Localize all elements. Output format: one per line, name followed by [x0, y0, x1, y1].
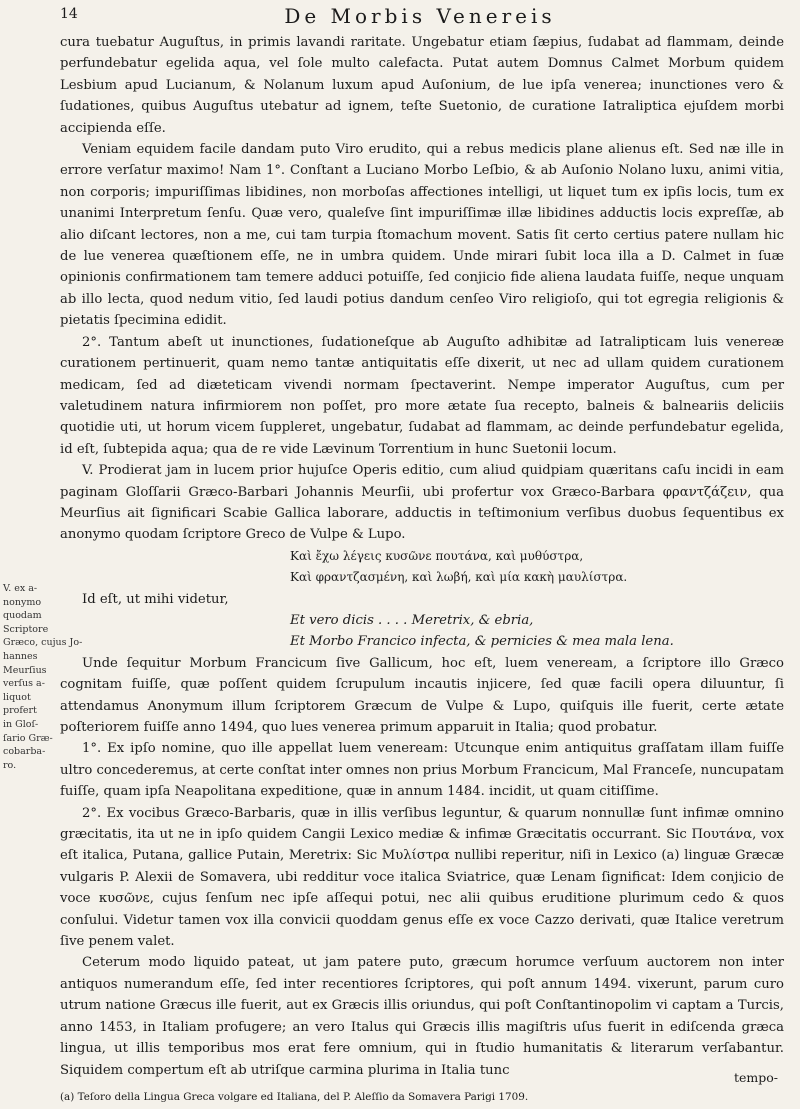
- paragraph: 1°. Ex ipſo nomine, quo ille appellat luem veneream: Utcunque enim antiquitus graſſatam illam fuiſſe ultro concederemus, at certe conſtat inter omnes non prius Morbum Francicum, Mal Franceſe, nuncupatam fuiſſe, quam ipſa Neapolitana expeditione, quæ in annum 1484. incidit, ut quam citiſſime.: [60, 741, 784, 800]
- catchword: tempo-: [733, 1070, 778, 1085]
- margin-note-line: quodam: [3, 610, 42, 622]
- running-title: De Morbis Venereis: [284, 4, 556, 28]
- greek-verse: Καὶ ἔχω λέγεις κυσῶνε πουτάνα, καὶ μυθύστρα,: [290, 548, 584, 563]
- page-number: 14: [60, 6, 78, 22]
- margin-note-line: hannes: [3, 650, 38, 662]
- paragraph: Id eſt, ut mihi videtur,: [82, 591, 229, 607]
- paragraph: Unde ſequitur Morbum Francicum ſive Gallicum, hoc eſt, luem veneream, a ſcriptore illo Græco cognitam fuiſſe, quæ poſſent quidem ſcrupulum incautis injicere, ſed quæ facili opera diluuntur, ſi attendamus Anonymum illum ſcriptorem Græcum de Vulpe & Lupo, quiſquis ille fuerit, certe ætate poſteriorem fuiſſe anno 1494, quo lues venerea primum apparuit in Italia; quod probatur.: [60, 655, 784, 735]
- translated-verse: Et Morbo Francico infecta, & pernicies & mea mala lena.: [290, 634, 674, 650]
- margin-note-line: Meurſius: [3, 664, 47, 676]
- margin-note-line: verſus a-: [3, 678, 45, 690]
- paragraph: 2°. Tantum abeſt ut inunctiones, ſudationeſque ab Auguſto adhibitæ ad Iatralipticam luis venereæ curationem pertinuerit, quam nemo tantæ antiquitatis eſſe dixerit, ut nec ad ullam quidem curationem medicam, ſed ad diæteticam vivendi normam ſpectaverint. Nempe imperator Auguſtus, cum per valetudinem natura infirmiorem non poſſet, pro more ætate ſua recepto, balneis & balneariis deliciis quotidie uti, ut horum vicem ſuppleret, ungebatur, ſudabat ad flammam, ac deinde perfundebatur egelida, id eſt, ſubtepida aqua; qua de re vide Lævinum Torrentium in hunc Suetonii locum.: [60, 334, 784, 457]
- margin-note-line: in Gloſ-: [3, 718, 39, 730]
- margin-note-line: ſario Græ-: [3, 732, 53, 744]
- margin-note-line: profert: [3, 705, 37, 717]
- margin-note: [3, 582, 83, 772]
- footnote: (a) Teſoro della Lingua Greca volgare ed Italiana, del P. Aleſſio da Somavera Parigi 1709.: [60, 1091, 529, 1103]
- greek-verse: Καὶ φραντζασμένη, καὶ λωβή, καὶ μία κακὴ μαυλίστρα.: [290, 570, 628, 585]
- margin-note-line: nonymo: [3, 596, 42, 608]
- margin-note-line: ro.: [3, 759, 17, 771]
- translated-verse: Et vero dicis . . . . Meretrix, & ebria,: [290, 612, 534, 628]
- margin-note-line: V. ex a-: [3, 583, 38, 594]
- margin-note-line: Græco, cujus Jo-: [3, 637, 83, 649]
- paragraph: Veniam equidem facile dandam puto Viro erudito, qui a rebus medicis plane alienus eſt. Sed næ ille in errore verſatur maximo! Nam 1°. Conſtant a Luciano Morbo Leſbio, & ab Auſonio Nolano luxu, animi vitia, non corporis; impuriſſimas libidines, non morboſas affectiones intelligi, ut liquet tum ex ipſis locis, tum ex unanimi Interpretum ſenſu. Quæ vero, qualeſve ſint impuriſſimæ illæ libidines adductis locis expreſſæ, ab alio diſcant lectores, non a me, cui tam turpia ſtomachum movent. Satis ſit certo certius patere nullam hic de lue venerea quæſtionem eſſe, ne in umbra quidem. Unde mirari ſubit loca illa a D. Calmet in ſuæ opinionis confirmationem tam temere adduci potuiſſe, ſed conjicio fide aliena laudata fuiſſe, neque unquam ab illo lecta, quod nedum vitio, ſed laudi potius dandum cenſeo Viro religioſo, qui tot egregia religionis & pietatis ſpecimina edidit.: [60, 142, 784, 329]
- paragraph: V. Prodierat jam in lucem prior hujuſce Operis editio, cum aliud quidpiam quæritans caſu incidi in eam paginam Gloſſarii Græco-Barbari Johannis Meurſii, ubi profertur vox Græco-Barbara φραντζάζειν, qua Meurſius ait ſignificari Scabie Gallica laborare, adductis in teſtimonium verſibus duobus ſequentibus ex anonymo quodam ſcriptore Greco de Vulpe & Lupo.: [60, 463, 784, 543]
- body-text: [60, 32, 784, 1081]
- margin-note-line: Scriptore: [3, 623, 49, 635]
- paragraph: 2°. Ex vocibus Græco-Barbaris, quæ in illis verſibus leguntur, & quarum nonnullæ ſunt infimæ omnino græcitatis, ita ut ne in ipſo quidem Cangii Lexico mediæ & infimæ Græcitatis occurrant. Sic Πουτάνα, vox eſt italica, Putana, gallice Putain, Meretrix: Sic Μυλίστρα nullibi reperitur, niſi in Lexico (a) linguæ Græcæ vulgaris P. Alexii de Somavera, ubi redditur voce italica Sviatrice, quæ Lenam ſignificat: Idem conjicio de voce κυσῶνε, cujus ſenſum nec ipſe aſſequi potui, nec alii quibus eruditione plurimum cedo & quos conſului. Videtur tamen vox illa convicii quoddam genus eſſe ex voce Cazzo derivati, quæ Italice veretrum ſive penem valet.: [60, 805, 784, 950]
- page-header: [60, 4, 780, 30]
- margin-note-line: liquot: [3, 691, 31, 703]
- margin-note-line: cobarba-: [3, 746, 46, 758]
- paragraph: cura tuebatur Auguſtus, in primis lavandi raritate. Ungebatur etiam ſæpius, ſudabat ad flammam, deinde perfundebatur egelida aqua, vel ſole multo calefacta. Putat autem Domnus Calmet Morbum quidem Lesbium apud Lucianum, & Nolanum luxum apud Auſonium, de lue ipſa venerea; inunctiones vero & ſudationes, quibus Auguſtus utebatur ad ignem, teſte Suetonio, de curatione Iatraliptica ejuſdem morbi accipienda eſſe.: [60, 35, 784, 136]
- paragraph: Ceterum modo liquido pateat, ut jam patere puto, græcum horumce verſuum auctorem non inter antiquos numerandum eſſe, ſed inter recentiores ſcriptores, qui poſt annum 1494. vixerunt, parum curo utrum natione Græcus ille fuerit, aut ex Græcis illis oriundus, qui poſt Conſtantinopolim vi captam a Turcis, anno 1453, in Italiam profugere; an vero Italus qui Græcis illis magiſtris uſus fuerit in ediſcenda græca lingua, ut illis temporibus mos erat fere omnium, qui in ſtudio humanitatis & literarum verſabantur. Siquidem compertum eſt ab utriſque carmina plurima in Italia tunc: [60, 955, 784, 1078]
